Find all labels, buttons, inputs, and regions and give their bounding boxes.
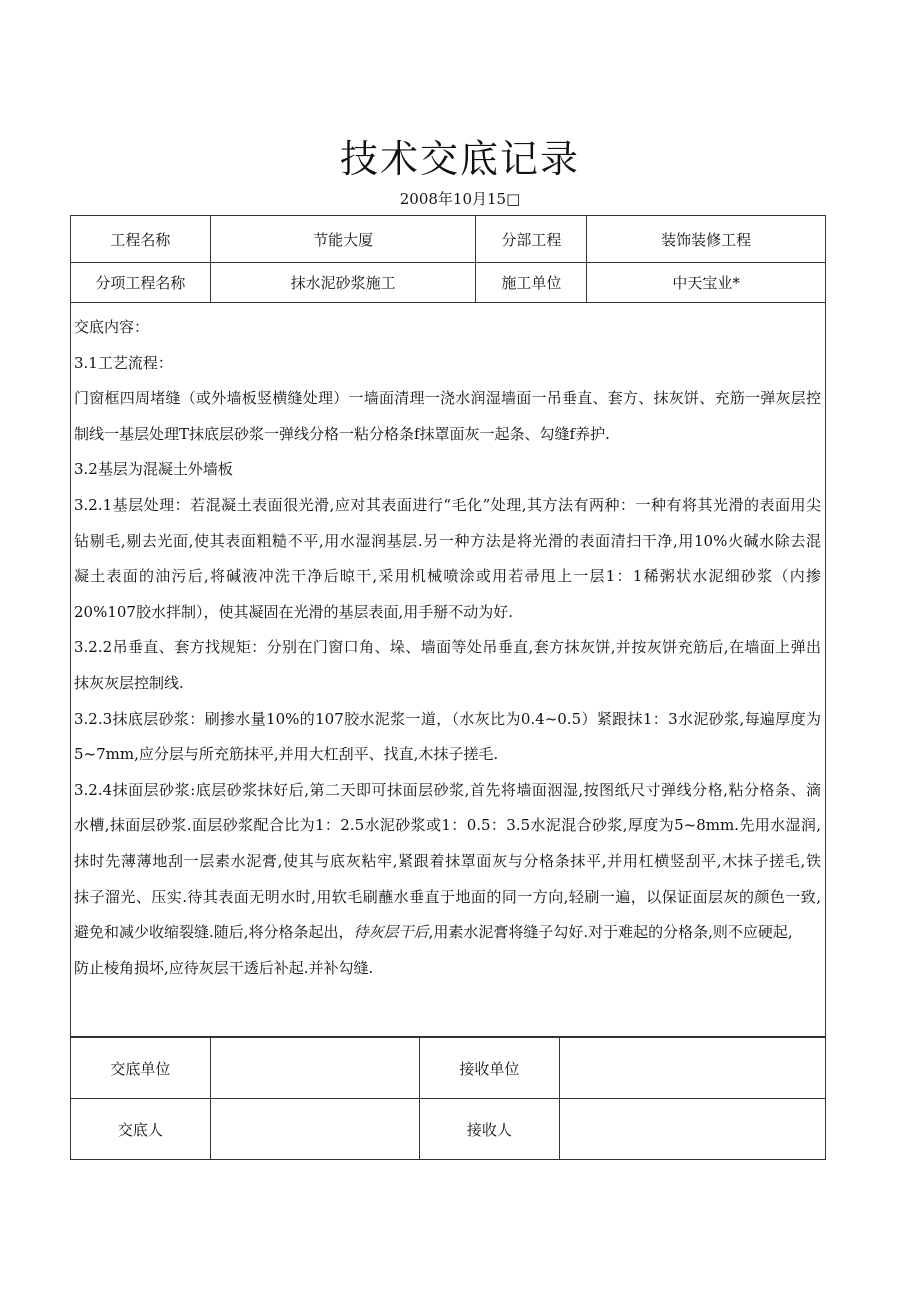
content-cell: [70, 302, 826, 1037]
italic-text: 待灰层干后: [353, 923, 429, 942]
content-text: [74, 310, 821, 986]
division-label: 分部工程: [476, 216, 587, 263]
content-line: 制线一基层处理T抹底层砂浆一弹线分格一粘分格条f抹罩面灰一起条、勾缝f养护.: [74, 424, 610, 443]
content-line: 3.2.3抹底层砂浆：刷掺水量10%的107胶水泥浆一道，（水灰比为0.4~0.5）紧跟抹1：3水泥砂浆,每遍厚度为: [74, 709, 821, 728]
content-line: 凝土表面的油污后,将碱液冲洗干净后晾干,采用机械喷涂或用若帚甩上一层1：1稀粥状水泥细砂浆（内掺: [74, 567, 821, 586]
signature-table: [70, 1037, 826, 1160]
content-text-segment: ,用素水泥膏将缝子勾好.对于难起的分格条,则不应硬起,: [428, 923, 793, 942]
content-line: 3.2.2吊垂直、套方找规矩：分别在门窗口角、垛、墙面等处吊垂直,套方抹灰饼,并按灰饼充筋后,在墙面上弹出: [74, 638, 821, 657]
content-line: 抹时先薄薄地刮一层素水泥膏,使其与底灰粘牢,紧跟着抹罩面灰与分格条抹平,并用杠横竖刮平,木抹子搓毛,铁: [74, 851, 821, 870]
content-line: 钻剔毛,剔去光面,使其表面粗糙不平,用水湿润基层.另一种方法是将光滑的表面清扫干净,用10%火碱水除去混: [74, 531, 821, 550]
division-value: 装饰装修工程: [587, 216, 826, 263]
content-line: 3.2.4抹面层砂浆:底层砂浆抹好后,第二天即可抹面层砂浆,首先将墙面洇湿,按图纸尺寸弹线分格,粘分格条、滴: [74, 780, 821, 799]
content-line: 交底内容：: [74, 318, 150, 336]
header-table: [70, 215, 826, 303]
subitem-label: 分项工程名称: [71, 263, 211, 303]
content-line: [74, 915, 821, 951]
receiver-unit-field: [560, 1038, 826, 1099]
receiver-unit-label: 接收单位: [419, 1038, 560, 1099]
receiver-field: [560, 1099, 826, 1160]
subitem-value: 抹水泥砂浆施工: [210, 263, 476, 303]
contractor-label: 施工单位: [476, 263, 587, 303]
issuer-label: 交底人: [71, 1099, 211, 1160]
content-line: 防止棱角损坏,应待灰层干透后补起.并补勾缝.: [74, 958, 374, 977]
content-line: 水槽,抹面层砂浆.面层砂浆配合比为1：2.5水泥砂浆或1：0.5：3.5水泥混合砂浆,厚度为5~8mm.先用水湿润,: [74, 816, 821, 835]
project-name-value: 节能大厦: [210, 216, 476, 263]
content-line: 门窗框四周堵缝（或外墙板竖横缝处理）一墙面清理一浇水润湿墙面一吊垂直、套方、抹灰饼、充筋一弹灰层控: [74, 389, 821, 408]
content-text-segment: 避免和减少收缩裂缝.随后,将分格条起出，: [74, 923, 354, 942]
content-line: 5~7mm,应分层与所充筋抹平,并用大杠刮平、找直,木抹子搓毛.: [74, 745, 499, 764]
content-line: 3.2.1基层处理：若混凝土表面很光滑,应对其表面进行“毛化”处理,其方法有两种：一种有将其光滑的表面用尖: [74, 495, 821, 514]
issuer-unit-field: [210, 1038, 419, 1099]
contractor-value: 中天宝业*: [587, 263, 826, 303]
content-line: 抹子溜光、压实.待其表面无明水时,用软毛刷蘸水垂直于地面的同一方向,轻刷一遍，以保证面层灰的颜色一致,: [74, 887, 821, 906]
content-line: 20%107胶水拌制），使其凝固在光滑的基层表面,用手掰不动为好.: [74, 602, 514, 621]
project-name-label: 工程名称: [71, 216, 211, 263]
content-line: 抹灰灰层控制线.: [74, 673, 184, 692]
document-title: 技术交底记录: [339, 137, 580, 181]
content-line: 3.2基层为混凝土外墙板: [74, 460, 233, 479]
issuer-unit-label: 交底单位: [71, 1038, 211, 1099]
receiver-label: 接收人: [419, 1099, 560, 1160]
content-line: 3.1工艺流程：: [74, 353, 173, 372]
issuer-field: [210, 1099, 419, 1160]
document-date: 2008年10月15□: [399, 190, 521, 208]
